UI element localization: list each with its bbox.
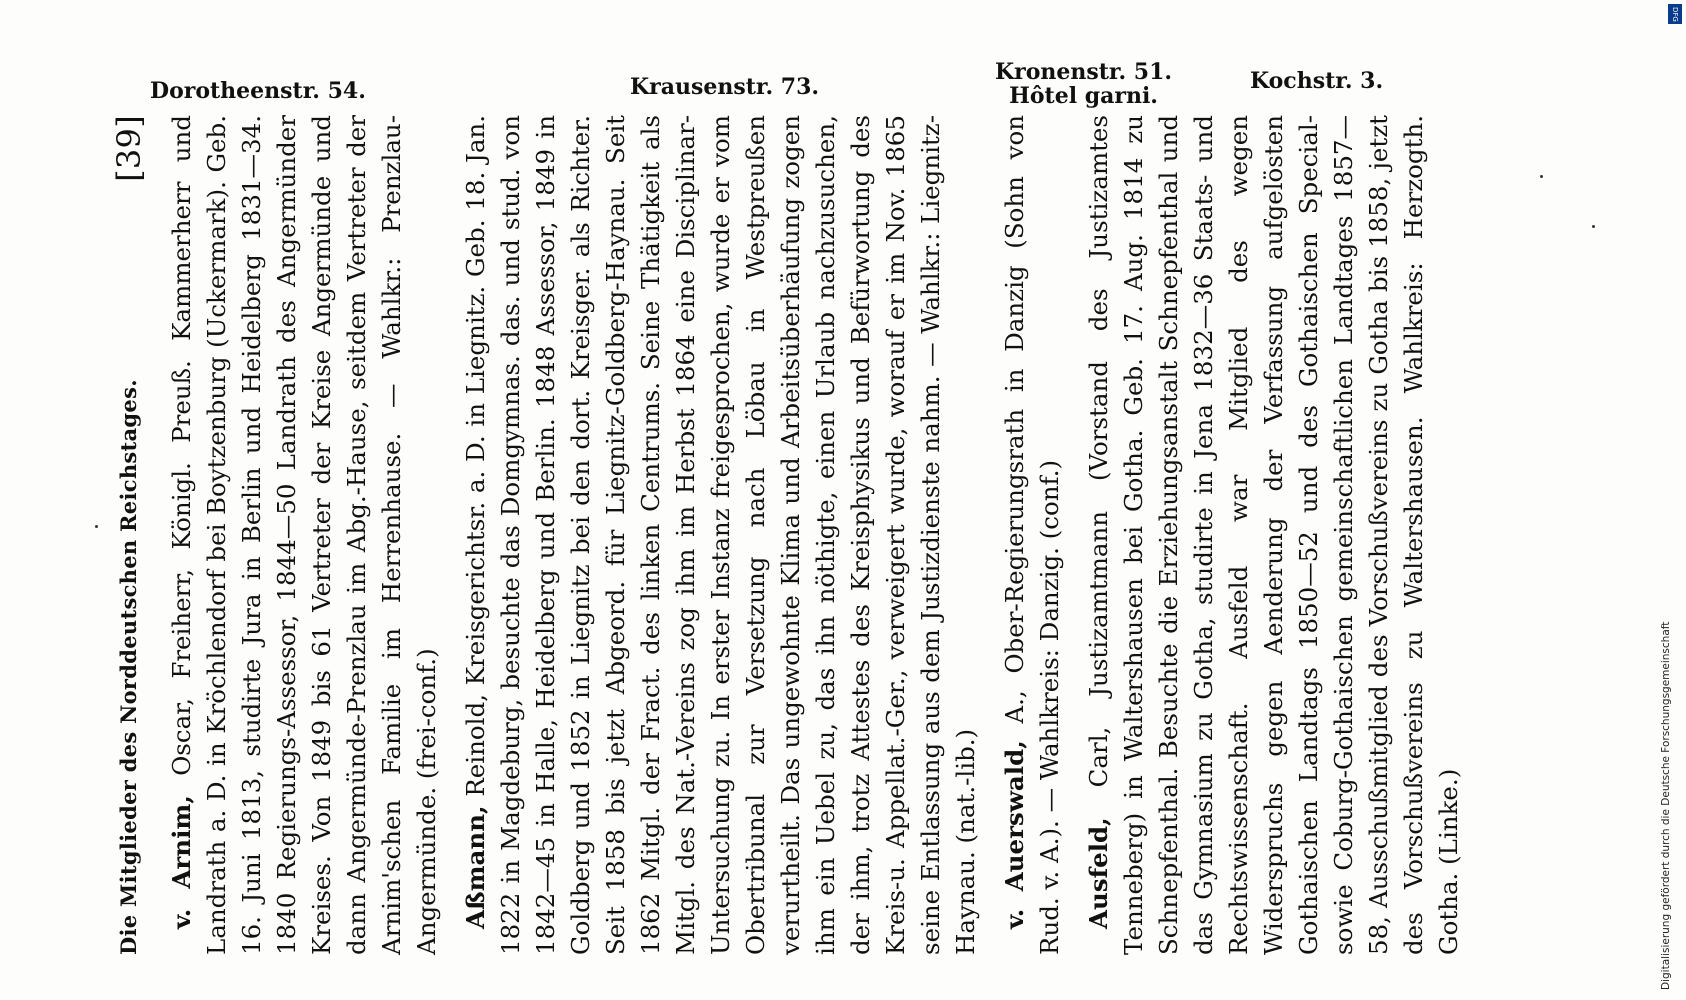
scan-speck	[95, 525, 98, 528]
address-kronenstr	[995, 60, 1172, 108]
entry-assmann	[458, 115, 983, 955]
digitization-credit: Digitalisierung gefördert durch die Deutsche Forschungsgemeinschaft	[1660, 621, 1672, 990]
running-title: Die Mitglieder des Norddeutschen Reichstages.	[116, 379, 141, 955]
scan-speck	[1540, 175, 1543, 178]
entry-name: Ausfeld,	[1084, 817, 1113, 929]
entry-name: v. Auerswald,	[1000, 740, 1029, 929]
entry-name: v. Arnim,	[167, 795, 196, 929]
entry-text: A., Ober-Regierungsrath in Danzig (Sohn von Rud. v. A.). — Wahlkreis: Danzig. (conf.)	[1000, 115, 1064, 955]
address-kronenstr-line1: Kronenstr. 51.	[995, 59, 1173, 85]
entry-text: Oscar, Freiherr, Königl. Preuß. Kammerherr und Landrath a. D. in Kröchlendorf bei Boytzenburg (Uckermark). Geb. 16. Juni 1813, studirte Jura in Berlin und Heidelberg 1831—34. 1840 Regierungs-Assessor, 1844—50 Landrath des Angermünder Kreises. Von 1849 bis 61 Vertreter der Kreise Angermünde und dann Angermünde-Prenzlau im Abg.-Hause, seitdem Vertreter der Arnim'schen Familie im Herrenhause. — Wahlkr.: Prenzlau-Angermünde. (frei-conf.)	[167, 115, 441, 955]
dfg-logo-icon: DFG	[1668, 4, 1682, 24]
scan-speck	[1592, 225, 1595, 228]
address-kochstr: Kochstr. 3.	[1250, 68, 1384, 94]
running-head	[110, 115, 150, 955]
entry-text: Carl, Justizamtmann (Vorstand des Justizamtes Tenneberg) in Waltershausen bei Gotha. Geb. 17. Aug. 1814 zu Schnepfenthal. Besuchte die Erziehungsanstalt Schnepfenthal und das Gymnasium zu Gotha, studirte in Jena 1832—36 Staats- und Rechtswissenschaft. Ausfeld war Mitglied des wegen Widerspruchs gegen Aenderung der Verfassung aufgelösten Gothaischen Landtags 1850—52 und des Gothaischen Special- sowie Coburg-Gothaischen gemeinschaftlichen Landtages 1857—58, Ausschußmitglied des Vorschußvereins zu Gotha bis 1858, jetzt des Vorschußvereins zu Waltershausen. Wahlkreis: Herzogth. Gotha. (Linke.)	[1084, 115, 1463, 955]
entry-auerswald	[997, 115, 1067, 955]
entry-name: Aßmann,	[461, 805, 490, 929]
rotated-text-block	[110, 114, 1463, 955]
entry-ausfeld	[1081, 115, 1466, 955]
entry-text: Reinold, Kreisgerichtsr. a. D. in Liegnitz. Geb. 18. Jan. 1822 in Magdeburg, besuchte das Domgymnas. das. und stud. von 1842—45 in Halle, Heidelberg und Berlin. 1848 Assessor, 1849 in Goldberg und 1852 in Liegnitz bei den dort. Kreisger. als Richter. Seit 1858 bis jetzt Abgeord. für Liegnitz-Goldberg-Haynau. Seit 1862 Mitgl. der Fract. des linken Centrums. Seine Thätigkeit als Mitgl. des Nat.-Vereins zog ihm im Herbst 1864 eine Disciplinar-Untersuchung zu. In erster Instanz freigesprochen, wurde er vom Obertribunal zur Versetzung nach Löbau in Westpreußen verurtheilt. Das ungewohnte Klima und Arbeitsüberhäufung zogen ihm ein Uebel zu, das ihn nöthigte, einen Urlaub nachzusuchen, der ihm, trotz Attestes des Kreisphysikus und Befürwortung des Kreis-u. Appellat.-Ger., verweigert wurde, worauf er im Nov. 1865 seine Entlassung aus dem Justizdienste nahm. — Wahlkr.: Liegnitz-Haynau. (nat.-lib.)	[461, 114, 980, 955]
address-kronenstr-line2: Hôtel garni.	[1009, 83, 1158, 109]
address-dorotheenstr: Dorotheenstr. 54.	[150, 78, 366, 104]
entry-arnim	[164, 115, 444, 955]
address-krausenstr: Krausenstr. 73.	[630, 74, 820, 100]
page-number: [39]	[110, 115, 148, 182]
